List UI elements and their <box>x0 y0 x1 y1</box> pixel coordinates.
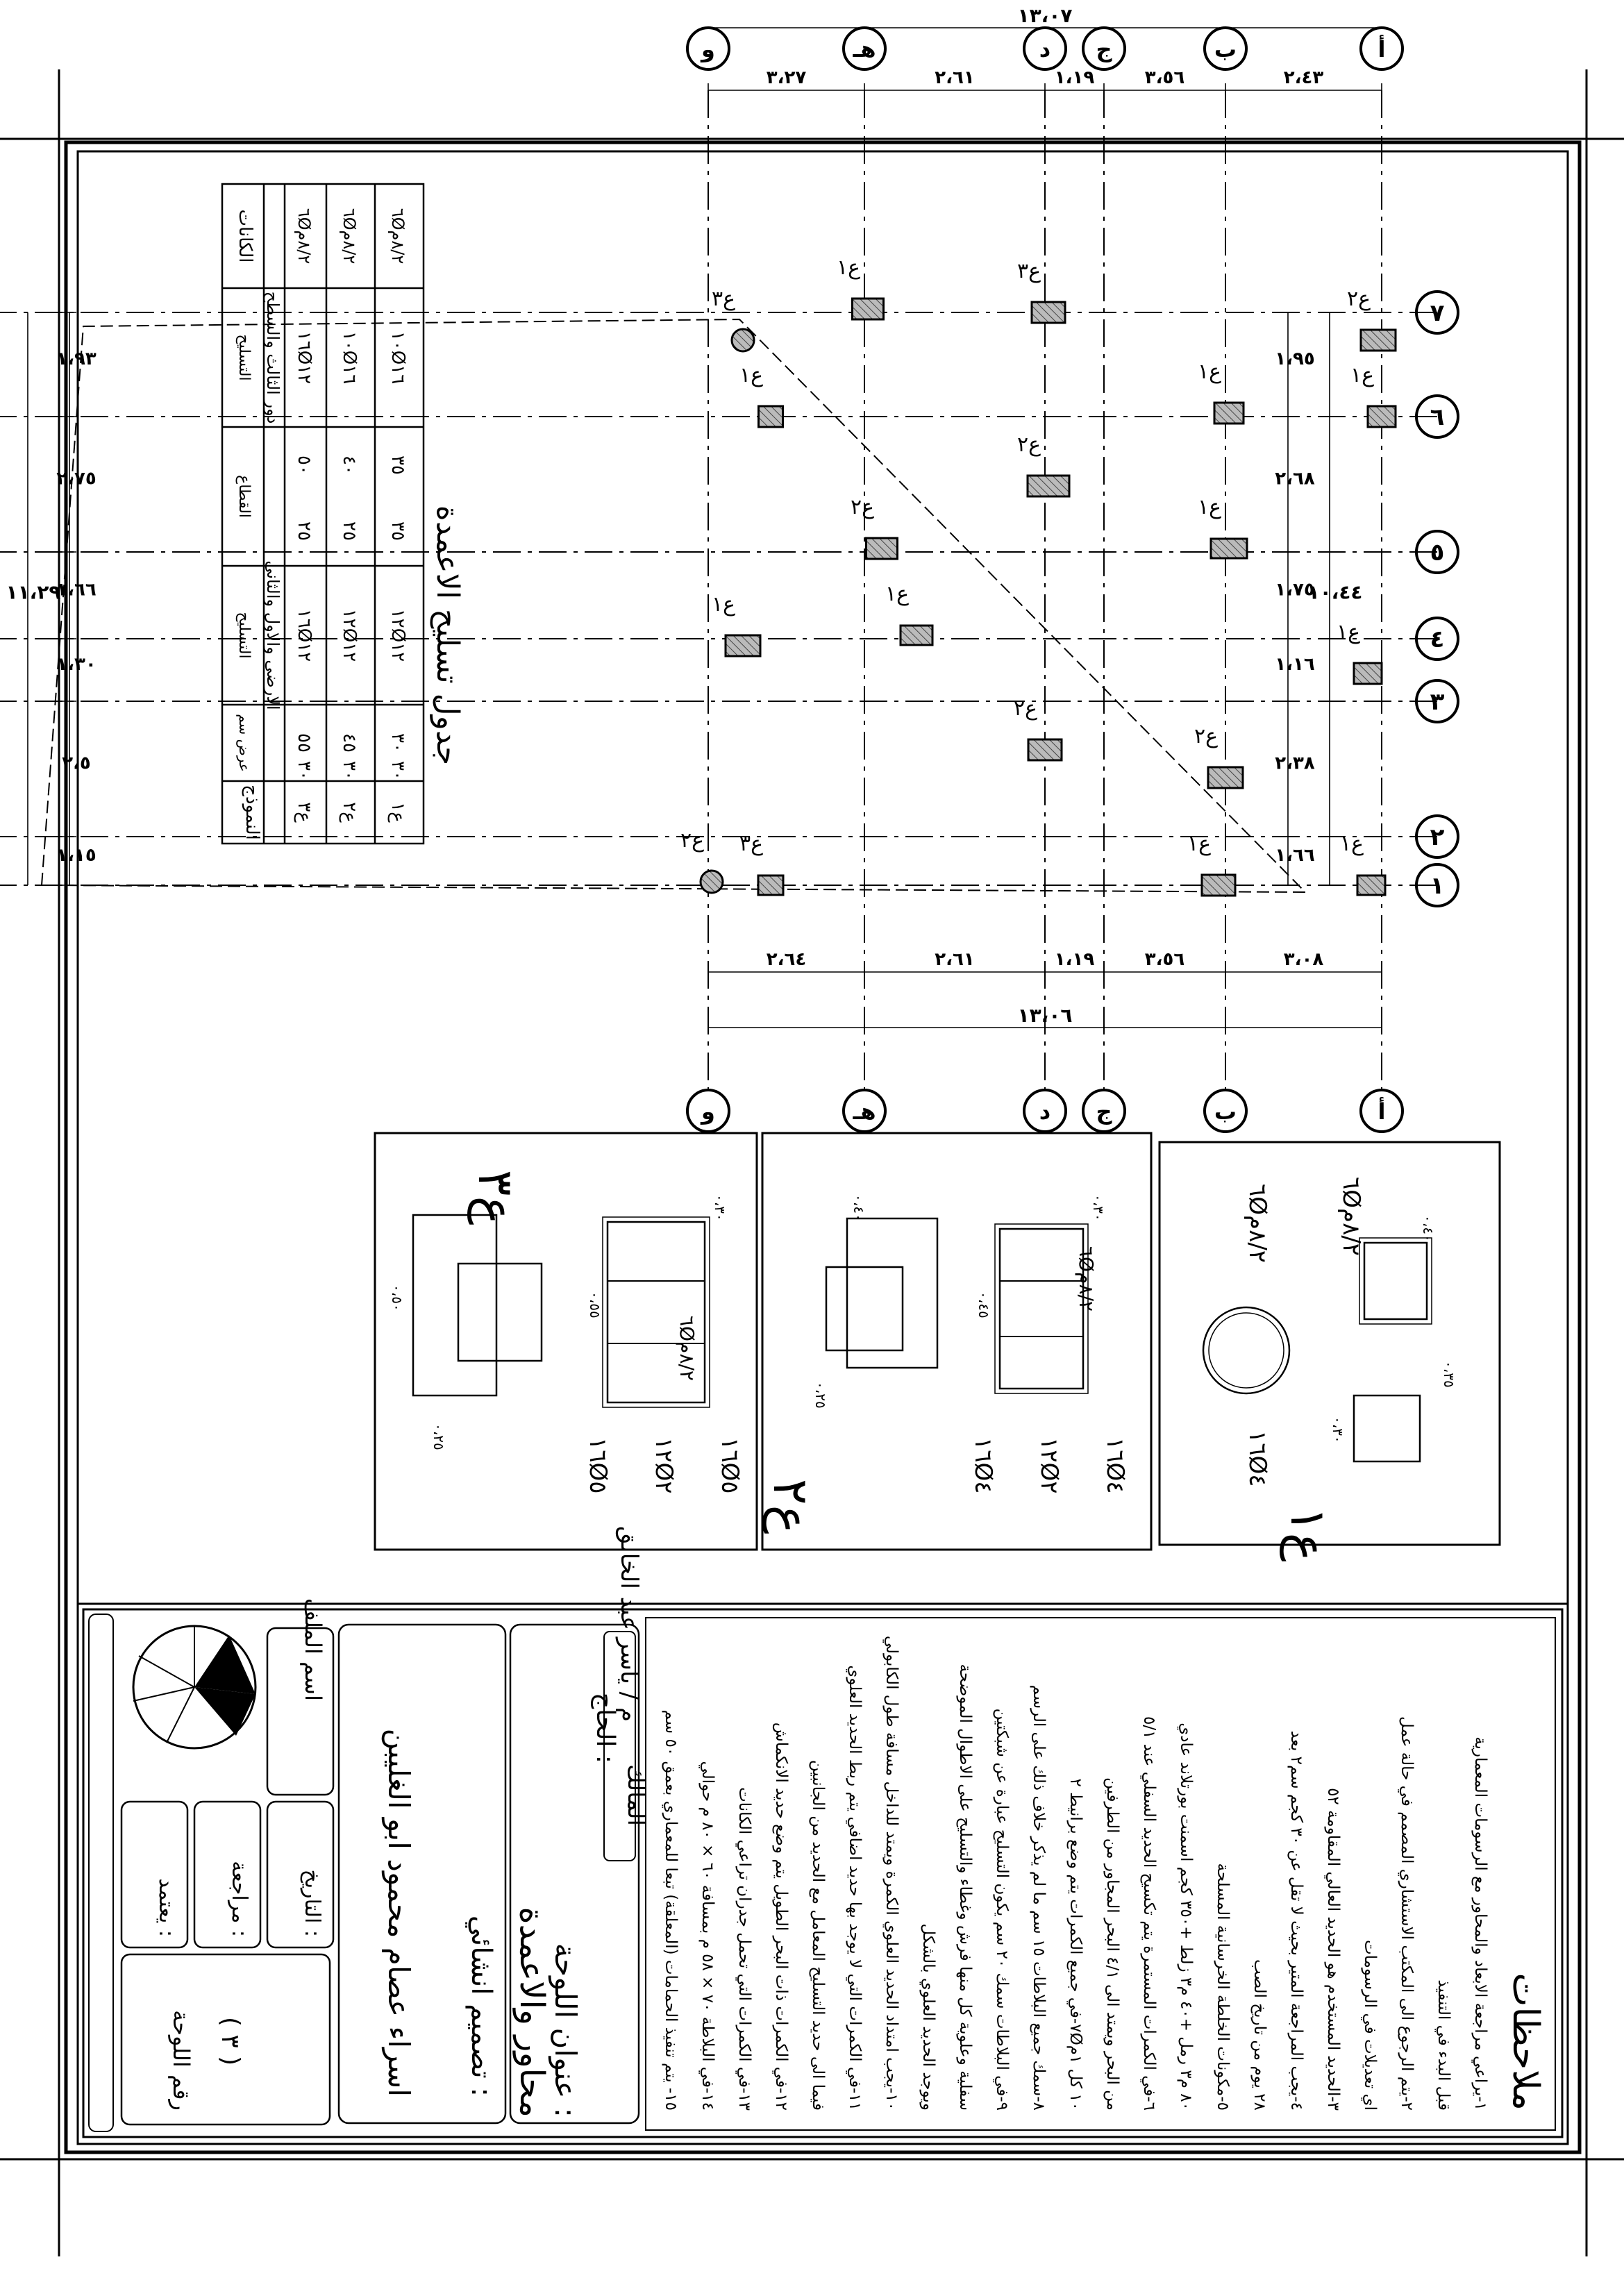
plan-column <box>1028 476 1069 496</box>
plan-column <box>1202 875 1235 896</box>
plan-column-label: ع٢ <box>1347 287 1371 311</box>
table-cell: ع٢ <box>339 802 360 823</box>
plan-column-label: ع١ <box>712 592 736 617</box>
dimension-label: ٢،٦١ <box>935 67 975 88</box>
dimension-label: ١،٩٥ <box>1275 349 1315 369</box>
note-line: ٧-في جميع الكمرات يتم وضع برانيط ٢Ø١٠ كل ١م <box>1066 1778 1085 2111</box>
plan-column <box>1368 406 1396 427</box>
table-cell: ١٦Ø١٢ <box>294 330 315 385</box>
table-cell: ٦Ø٨/٢م <box>340 208 359 265</box>
dimension-total-label: ١١،٢٩ <box>6 580 61 604</box>
building-outline <box>42 319 1305 892</box>
plan-column <box>732 329 754 351</box>
note-line: ٢-يتم الرجوع الى المكتب الاستشاري المصمم في حالة عمل <box>1398 1716 1416 2111</box>
c2-rebar-2: ١٢Ø٢ <box>1035 1437 1063 1494</box>
plan-column <box>1214 403 1244 424</box>
dimension-label: ٣،٠٨ <box>1283 949 1324 970</box>
table-cell: ٣٥ <box>387 455 408 475</box>
grid-bubble-letter-label: ب <box>1214 1098 1237 1125</box>
table-cell: ٦Ø٨/٢م <box>388 208 408 265</box>
note-line: من البحر ويمتد الى ٤/١ البحر المجاور من الطرفين <box>1103 1777 1121 2111</box>
table-cell: ٣٥ <box>387 521 408 541</box>
note-line: ٢٨ يوم من تاريخ الصب <box>1250 1959 1269 2111</box>
c3-dim-2: ٠،٥٥ <box>587 1291 603 1318</box>
file-name-label: اسم الملف <box>300 1598 326 1701</box>
dimension-label: ١،٧٥ <box>1275 579 1315 601</box>
table-cell: ع٣ <box>294 802 315 823</box>
c2-dim-2: ٠،٤٥ <box>976 1291 992 1318</box>
note-line: ٩-في البلاطات سمك ٢٠ سم يكون التسليح عبارة عن شبكتين <box>993 1708 1011 2111</box>
table-cell: ٤٥ <box>339 733 360 753</box>
detail-c1 <box>1160 1142 1500 1562</box>
detail-c3 <box>375 1133 757 1550</box>
plan-column <box>1032 302 1065 323</box>
dimension-label: ٣،٢٧ <box>766 67 807 88</box>
plan-column <box>853 299 884 319</box>
c3-dim-3: ٠،٢٥ <box>430 1423 447 1450</box>
table-head-section: القطاع <box>235 475 253 518</box>
c2-label: ع٢ <box>762 1479 819 1534</box>
table-cell: ١٠Ø١٦ <box>387 330 408 385</box>
grid-bubble-number-label: ٤ <box>1430 626 1445 653</box>
c2-dim-1: ٠،٣٠ <box>1090 1194 1107 1221</box>
grid-bubble-number-label: ١ <box>1430 872 1445 900</box>
owner-label: المالك <box>622 1764 650 1826</box>
plan-grid-bubbles <box>0 28 1458 1132</box>
plan-column-label: ع٢ <box>680 828 705 853</box>
design-label: تصميم انشائي : <box>465 1915 497 2097</box>
grid-bubble-letter-label: د <box>1039 1098 1051 1125</box>
dimension-label: ٣،٥٦ <box>1144 67 1185 88</box>
c1-label: ع١ <box>1280 1507 1337 1562</box>
c3-rebar-1: ١٦Ø٥ <box>716 1437 744 1494</box>
plan-column <box>867 538 898 559</box>
grid-bubble-letter-label: و <box>701 1098 715 1125</box>
plan-column <box>726 635 760 656</box>
dimension-label: ٢،٧٥ <box>56 468 97 489</box>
note-line: ١٤-في البلاطة ٧٠ × ٥٨ م بمسافة ٦٠ × ٨٠ م حوالي <box>698 1761 717 2111</box>
c1-dim-depth: ٠،٤٠ <box>1420 1215 1437 1242</box>
sheet-no-label: رقم اللوحة <box>168 2010 194 2111</box>
plan-column-label: ع١ <box>1337 620 1361 644</box>
notes-title: ملاحظات <box>1505 1972 1546 2111</box>
grid-bubble-number-label: ٢ <box>1430 823 1445 851</box>
approve-label: يعتمد : <box>154 1878 178 1937</box>
plan-column-label: ع١ <box>1198 495 1222 519</box>
grid-bubble-number-label: ٥ <box>1430 539 1445 567</box>
plan-column-label: ع٢ <box>1017 433 1041 457</box>
dimension-label: ١،٦٦ <box>56 579 97 601</box>
plan-column <box>1028 739 1062 760</box>
dimension-label: ٢،٥ <box>62 753 91 774</box>
dimension-label: ١،١٦ <box>1275 654 1315 675</box>
dimension-label: ٢،٦٨ <box>1275 468 1315 489</box>
plan-column-label: ع١ <box>1350 363 1375 387</box>
detail-c2 <box>762 1133 1151 1550</box>
table-cell: ٣٠ <box>294 761 315 780</box>
table-rows <box>294 208 408 823</box>
plan-column <box>758 875 783 895</box>
plan-column-label: ع١ <box>1198 360 1222 384</box>
plan-column-label: ع١ <box>837 255 861 280</box>
table-cell: ع١ <box>387 802 408 823</box>
note-line: ويوجد الحديد العلوي بالشكل <box>919 1923 937 2111</box>
grid-bubble-letter-label: و <box>701 36 715 62</box>
dimension-label: ٣،٥٦ <box>1144 949 1185 970</box>
table-head-stirrups: الكانات <box>235 209 256 263</box>
column-plan <box>0 4 1458 1132</box>
table-title: جدول تسليح الاعمدة <box>430 505 465 766</box>
c1-dim-width: ٠،٣٥ <box>1441 1361 1457 1388</box>
plan-column <box>1208 767 1243 788</box>
c3-rebar-3: ١٦Ø٥ <box>584 1437 612 1494</box>
note-line: ٤-يجب المراجعة المتير بحيث لا تقل عن ٣٠ كجم سم٢ بعد <box>1287 1730 1305 2111</box>
c1-stirrup-round: ٦Ø٨/٢م <box>1244 1184 1271 1264</box>
table-cell: ٢٥ <box>339 521 360 541</box>
table-cell: ٣٠ <box>339 761 360 780</box>
table-cell: ١٢Ø١٢ <box>387 608 408 662</box>
plan-column <box>1211 539 1247 558</box>
dimension-label: ٢،٦١ <box>935 949 975 970</box>
grid-bubble-number-label: ٦ <box>1430 403 1445 431</box>
dimension-label: ١،٣٠ <box>56 654 97 675</box>
c1-stirrup: ٦Ø٨/٢م <box>1337 1177 1365 1257</box>
dimension-total-label: ١٠،٤٤ <box>1307 580 1363 604</box>
c3-label: ع٣ <box>467 1170 524 1225</box>
table-head-group2: دور الثالث والسطح <box>263 291 283 424</box>
table-cell: ٦Ø٨/٢م <box>294 208 314 265</box>
table-head-model: النموذج <box>242 785 262 840</box>
grid-bubble-letter-label: ج <box>1096 36 1112 62</box>
table-head-group1: الارضي والاول والثاني <box>263 560 283 710</box>
c3-stirrup: ٦Ø٨/٢م <box>676 1316 698 1381</box>
table-cell: ١٠Ø١٦ <box>339 330 360 385</box>
note-line: ١٠-يجب امتداد الحديد العلوي الكمرة ويمتد للداخل مسافة طول الكابولي <box>882 1635 901 2111</box>
review-label: مراجعة : <box>227 1861 251 1937</box>
grid-bubble-number-label: ٣ <box>1430 688 1445 716</box>
table-head-rebar: التسليح <box>235 612 253 659</box>
plan-column <box>901 626 932 645</box>
grid-bubble-letter-label: أ <box>1378 36 1386 62</box>
plan-column <box>1357 875 1385 895</box>
c3-dim-1: ٠،٣٠ <box>712 1194 728 1221</box>
note-line: ١٢-في الكمرات ذات البحر الطويل يتم وضع حديد الانكماش <box>772 1722 790 2111</box>
grid-bubble-letter-label: أ <box>1378 1098 1386 1125</box>
note-line: ١-يراعي مراجعة الابعاد والمحاور مع الرسومات المعمارية <box>1471 1736 1489 2111</box>
grid-bubble-letter-label: ب <box>1214 36 1237 62</box>
dimension-label: ٢،٤٣ <box>1283 67 1324 88</box>
plan-column <box>759 406 783 427</box>
note-line: اي تعديلات في الرسومات <box>1361 1939 1379 2111</box>
plan-column <box>701 871 723 893</box>
note-line: ٨٠ م٣ رمل +٤٠ م٣ زلط +٣٥٠ كجم اسمنت بورتلاند عادي <box>1177 1723 1195 2111</box>
table-cell: ١٢Ø١٢ <box>339 608 360 662</box>
note-line: ٨-سمك جميع البلاطات ١٥ سم ما لم يذكر خلاف ذلك على الرسم <box>1030 1684 1048 2111</box>
plan-grid-lines <box>0 90 1437 1090</box>
dimension-label: ٢،٣٨ <box>1275 753 1315 774</box>
grid-bubble-letter-label: د <box>1039 36 1051 62</box>
grid-bubble-letter-label: هـ <box>853 36 876 62</box>
note-line: ١٣-في الكمرات التي تحمل جدران تراعي الكانات <box>735 1787 753 2111</box>
c1-dim-small: ٠،٣٠ <box>1330 1416 1346 1443</box>
dimension-label: ١،٦٦ <box>1275 845 1315 866</box>
owner-prefix: الحاج : <box>591 1693 619 1763</box>
table-cell: ٤٠ <box>339 455 360 475</box>
table-head-rebar: التسليح <box>235 334 253 381</box>
dimension-label: ١،١٥ <box>56 845 97 866</box>
note-line: سفلية وعلوية كل منها فرش وغطاء والتسليح على الاطوال الموضحة <box>956 1664 974 2111</box>
plan-column-label: ع١ <box>739 363 764 387</box>
c1-rebar: ١٦Ø٤ <box>1244 1430 1271 1487</box>
c2-dim-3: ٠،٢٥ <box>812 1382 829 1409</box>
dimension-label: ١،١٩ <box>1054 949 1095 970</box>
grid-bubble-letter-label: ج <box>1096 1098 1112 1125</box>
dimension-total-label: ١٣،٠٦ <box>1017 1004 1073 1027</box>
plan-column-label: ع٢ <box>1194 724 1219 748</box>
note-line: ٣-الحديد المستخدم هو الحديد العالي المقاومة ٥٢ <box>1324 1788 1342 2111</box>
plan-column-label: ع٣ <box>1017 259 1041 283</box>
note-line: ١١-في الكمرات التي لا يوجد بها حديد اضافي يتم ربط الحديد العلوي <box>846 1665 864 2111</box>
notes-lines <box>662 1636 1489 2111</box>
dimension-label: ١،٩٣ <box>56 349 97 369</box>
c3-rebar-2: ١٢Ø٢ <box>650 1437 678 1494</box>
plan-column-label: ع١ <box>885 582 910 606</box>
sheet-title-label: عنوان اللوحة : <box>549 1943 583 2118</box>
title-block <box>83 1526 1562 2137</box>
plan-column-label: ع٣ <box>739 832 764 856</box>
designer-name: اسراء عصام محمود ابو الغليبن <box>382 1728 416 2097</box>
grid-bubble-number-label: ٧ <box>1430 299 1445 327</box>
sheet-title: محاور والاعمدة <box>512 1907 551 2118</box>
c2-dim-4: ٠،٤٠ <box>851 1194 867 1221</box>
plan-column-label: ع١ <box>1340 832 1364 856</box>
dimension-label: ١،١٩ <box>1054 67 1095 88</box>
plan-column-label: ع١ <box>1187 832 1212 856</box>
plan-column-label: ع٢ <box>1014 696 1038 721</box>
note-line: ١٥- يتم تنفيذ الحمامات (المعلقة) تبعا للمعماري بعمق ٥٠ سم <box>662 1709 680 2111</box>
c2-rebar-3: ١٦Ø٤ <box>969 1437 997 1494</box>
dimension-total-label: ١٣،٠٧ <box>1017 4 1073 27</box>
reinforcement-table <box>222 184 465 844</box>
plan-column-label: ع٢ <box>851 495 875 519</box>
note-line: ٥-مكونات الخلطة الخرسانية المسلحة <box>1214 1863 1232 2111</box>
c2-stirrup: ٦Ø٨/٢م <box>1075 1246 1098 1312</box>
table-cell: ٥٠ <box>294 455 315 475</box>
note-line: قبل البدء في التنفيذ <box>1434 1979 1453 2111</box>
grid-bubble-letter-label: هـ <box>853 1098 876 1125</box>
c2-rebar-1: ١٦Ø٤ <box>1101 1437 1129 1494</box>
plan-column <box>1354 663 1382 684</box>
sheet-no: ( ٣ ) <box>216 2016 244 2066</box>
date-label: التاريخ : <box>300 1869 324 1937</box>
dimension-label: ٢،٦٤ <box>766 949 807 970</box>
plan-dimensions <box>6 4 1382 1028</box>
note-line: فيما الى حديد التسليح المعامل مع الحديد من الجانبين <box>809 1759 827 2111</box>
plan-column-label: ع٣ <box>712 287 736 311</box>
c3-dim-4: ٠،٥٠ <box>389 1284 405 1312</box>
table-head-width: عرض سم <box>236 714 253 772</box>
table-cell: ٣٠ <box>387 761 408 780</box>
table-cell: ١٦Ø١٢ <box>294 608 315 662</box>
note-line: ٦-في الكمرات المستمرة يتم تكسيح الحديد السفلي عند ٥/١ <box>1140 1716 1158 2111</box>
table-cell: ٥٥ <box>294 733 315 753</box>
table-cell: ٣٠ <box>387 733 408 753</box>
plan-column <box>1361 330 1396 351</box>
owner-name: م / ياسر عبد الخالق <box>615 1525 643 1722</box>
table-cell: ٢٥ <box>294 521 315 541</box>
